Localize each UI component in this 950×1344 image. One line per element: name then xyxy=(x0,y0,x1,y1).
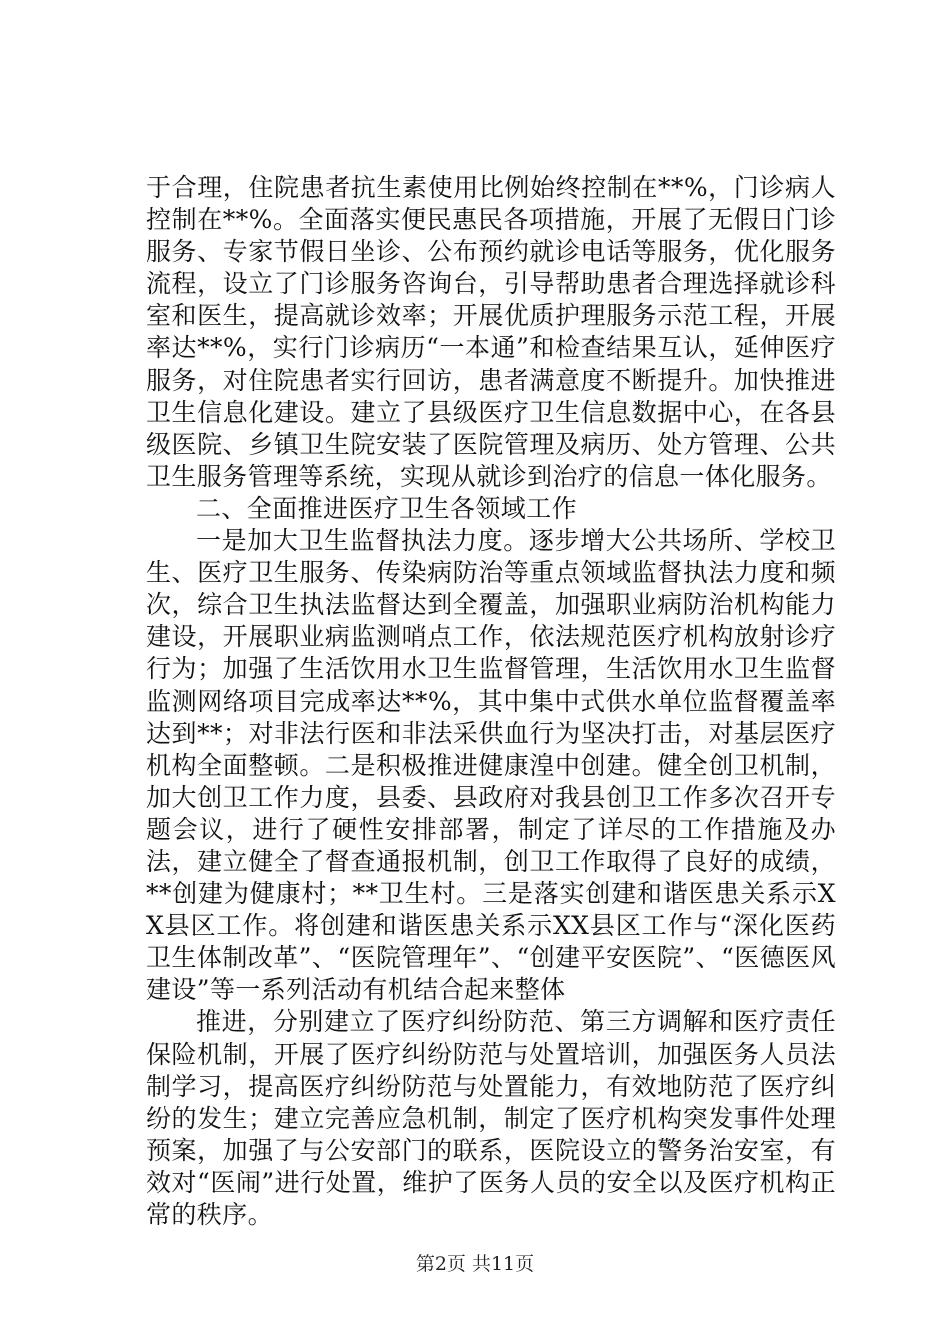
section-heading: 二、全面推进医疗卫生各领域工作 xyxy=(196,493,578,523)
paragraph-continuation: 于合理，住院患者抗生素使用比例始终控制在**%，门诊病人控制在**%。全面落实便民惠民各项措施，开展了无假日门诊服务、专家节假日坐诊、公布预约就诊电话等服务，优化服务流程，设立了门诊服务咨询台，引导帮助患者合理选择就诊科室和医生，提高就诊效率；开展优质护理服务示范工程，开展率达**%，实行门诊病历“一本通”和检查结果互认，延伸医疗服务，对住院患者实行回访，患者满意度不断提升。加快推进卫生信息化建设。建立了县级医疗卫生信息数据中心，在各县级医院、乡镇卫生院安装了医院管理及病历、处方管理、公共卫生服务管理等系统，实现从就诊到治疗的信息一体化服务。 xyxy=(146,173,836,491)
paragraph-supervision: 一是加大卫生监督执法力度。逐步增大公共场所、学校卫生、医疗卫生服务、传染病防治等重点领域监督执法力度和频次，综合卫生执法监督达到全覆盖，加强职业病防治机构能力建设，开展职业病监测哨点工作，依法规范医疗机构放射诊疗行为；加强了生活饮用水卫生监督管理，生活饮用水卫生监督监测网络项目完成率达**%，其中集中式供水单位监督覆盖率达到**；对非法行医和非法采供血行为坚决打击，对基层医疗机构全面整顿。二是积极推进健康湟中创建。健全创卫机制，加大创卫工作力度，县委、县政府对我县创卫工作多次召开专题会议，进行了硬性安排部署，制定了详尽的工作措施及办法，建立健全了督查通报机制，创卫工作取得了良好的成绩，**创建为健康村；**卫生村。三是落实创建和谐医患关系示XX县区工作。将创建和谐医患关系示XX县区工作与“深化医药卫生体制改革”、“医院管理年”、“创建平安医院”、“医德医风建设”等一系列活动有机结合起来整体 xyxy=(146,526,836,1005)
document-body xyxy=(146,172,836,1231)
paragraph-dispute-prevention: 推进，分别建立了医疗纠纷防范、第三方调解和医疗责任保险机制，开展了医疗纠纷防范与处置培训，加强医务人员法制学习，提高医疗纠纷防范与处置能力，有效地防范了医疗纠纷的发生；建立完善应急机制，制定了医疗机构突发事件处理预案，加强了与公安部门的联系，医院设立的警务治安室，有效对“医闹”进行处置，维护了医务人员的安全以及医疗机构正常的秩序。 xyxy=(146,1007,836,1229)
page-number-footer: 第2页 共11页 xyxy=(415,1253,535,1275)
